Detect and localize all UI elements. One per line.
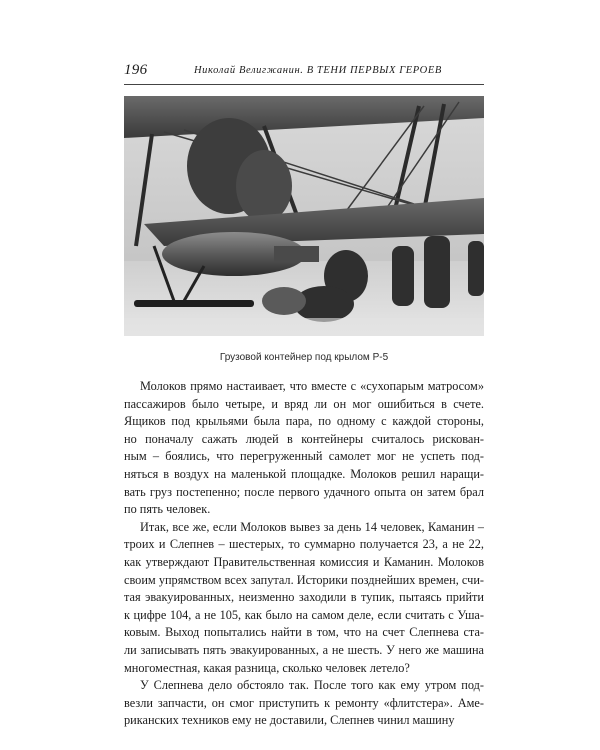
text-line: тая эвакуированных, неизменно заходили в тупик, пытаясь прийти xyxy=(124,590,484,605)
page-number: 196 xyxy=(124,62,148,78)
paragraph xyxy=(124,519,484,677)
text-line: своим упрямством всех запутал. Историки позднейших времен, счи- xyxy=(124,572,484,587)
text-line: ли записывать пять эвакуированных, а не шесть. У него же машина xyxy=(124,642,484,657)
landing-ski xyxy=(134,300,254,307)
text-line: риканских техников ему не доставили, Слепнев чинил машину xyxy=(124,713,455,728)
body-text xyxy=(124,378,484,730)
text-line: Молоков прямо настаивает, что вместе с «сухопарым матросом» xyxy=(140,379,484,393)
text-line: ным – боялись, что перегруженный самолет мог не успеть под- xyxy=(124,449,484,464)
text-line: как утверждают Правительственная комиссия и Каманин. Молоков xyxy=(124,554,484,569)
text-line: троих и Слепнев – шестерых, то суммарно получается 23, а не 22, xyxy=(124,537,484,552)
text-line: вать груз постепенно; после первого удачного опыта он затем брал xyxy=(124,484,484,499)
archival-photo xyxy=(124,96,484,336)
running-title: Николай Велигжанин. В ТЕНИ ПЕРВЫХ ГЕРОЕВ xyxy=(194,65,442,76)
text-line: везли запчасти, он смог приступить к ремонту «флитстера». Аме- xyxy=(124,695,484,710)
text-line: ковым. Выход попытались найти в том, что на счет Слепнева ста- xyxy=(124,625,484,640)
text-line: но поначалу сажать людей в контейнеры считалось рискован- xyxy=(124,431,484,446)
paragraph xyxy=(124,378,484,519)
text-line: Итак, все же, если Молоков вывез за день 14 человек, Каманин – xyxy=(140,519,484,534)
paragraph xyxy=(124,677,484,730)
text-line: многоместная, какая разница, сколько человек летело? xyxy=(124,660,410,675)
text-line: к цифре 104, а не 105, как было на самом деле, если считать с Уша- xyxy=(124,607,484,622)
figure-caption: Грузовой контейнер под крылом Р-5 xyxy=(219,352,389,363)
text-line: Ящиков под крыльями была пара, по одному с каждой стороны, xyxy=(124,414,484,429)
text-line: няться в воздух на маленькой площадке. Молоков решил наращи- xyxy=(124,466,484,481)
text-line: У Слепнева дело обстояло так. После того как ему утром под- xyxy=(140,678,484,693)
page-header xyxy=(124,62,484,85)
text-line: по пять человек. xyxy=(124,502,211,517)
text-line: пассажиров было четыре, и вряд ли он мог ошибиться в счете. xyxy=(124,396,484,411)
